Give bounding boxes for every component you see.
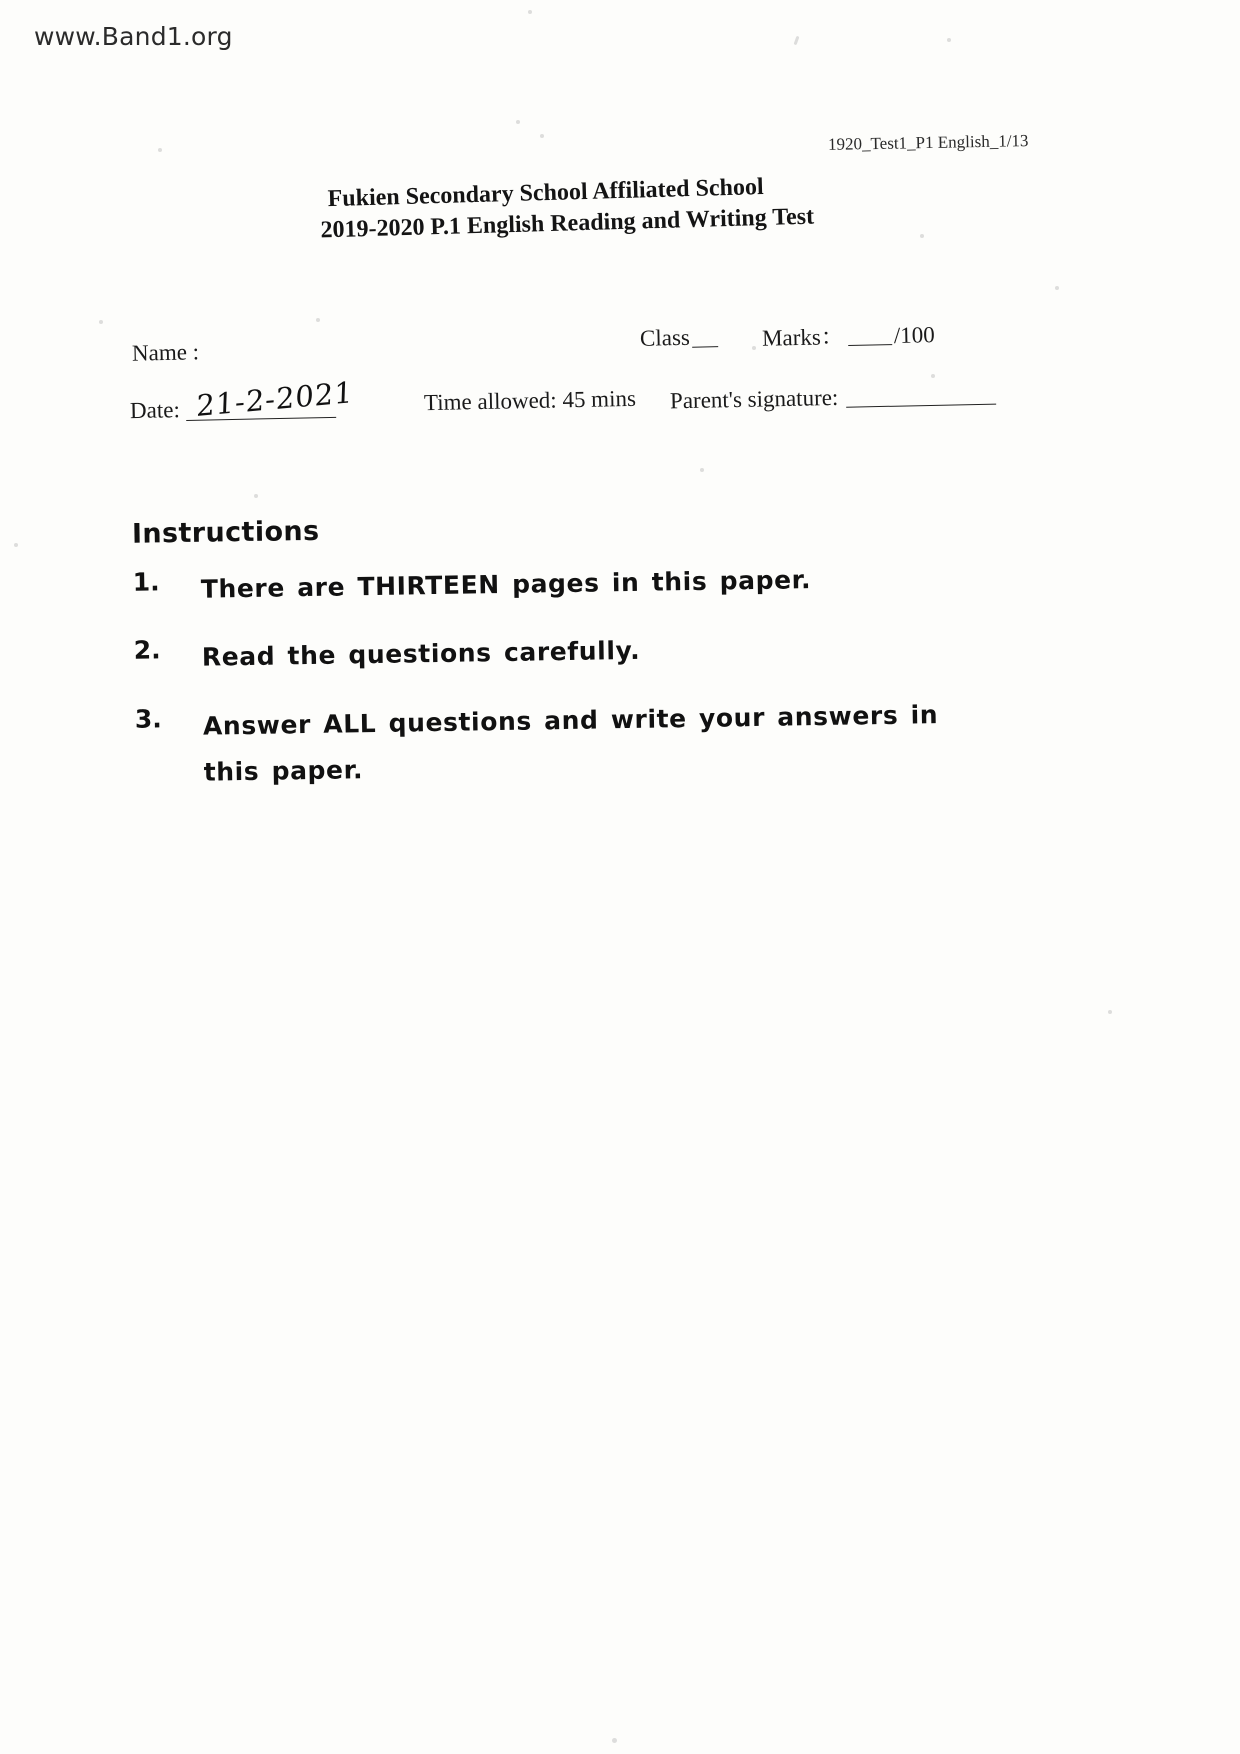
scan-speck — [931, 374, 935, 378]
scan-speck — [516, 120, 520, 124]
scan-speck — [14, 543, 18, 547]
instructions-heading: Instructions — [131, 515, 320, 550]
scan-speck — [1108, 1010, 1112, 1014]
marks-total: /100 — [893, 322, 935, 349]
instruction-text: Read the questions carefully. — [201, 636, 641, 672]
page-code-label: 1920_Test1_P1 English_1/13 — [827, 131, 1029, 154]
instructions-list — [132, 554, 995, 796]
scan-speck — [1055, 286, 1059, 290]
instruction-number: 3. — [134, 703, 162, 734]
time-allowed-label: Time allowed: 45 mins — [423, 385, 637, 416]
list-item — [134, 622, 995, 682]
list-item — [135, 691, 996, 797]
instruction-text: There are THIRTEEN pages in this paper. — [200, 565, 812, 604]
parent-signature-label: Parent's signature: — [669, 384, 839, 414]
class-label: Class — [639, 324, 691, 351]
parent-signature-blank-line[interactable] — [846, 404, 996, 408]
scan-speck — [752, 346, 756, 350]
class-field[interactable] — [640, 324, 718, 352]
scan-speck — [528, 10, 532, 14]
date-label: Date: — [129, 397, 181, 424]
list-item — [132, 554, 993, 614]
parent-signature-field[interactable] — [670, 382, 997, 415]
instruction-text: Answer ALL questions and write your answers in this paper. — [202, 699, 939, 787]
scan-speck — [540, 134, 544, 138]
marks-field[interactable] — [762, 316, 935, 353]
instruction-number: 1. — [132, 567, 160, 597]
class-blank-line[interactable] — [692, 346, 718, 348]
site-watermark: www.Band1.org — [34, 22, 233, 51]
scan-speck — [254, 494, 258, 498]
document-title — [319, 170, 920, 245]
school-name: Fukien Secondary School Affiliated School — [327, 173, 764, 213]
scan-speck — [612, 1738, 617, 1743]
marks-blank-line[interactable] — [848, 344, 892, 346]
paper-title: 2019-2020 P.1 English Reading and Writing Test — [320, 203, 815, 244]
date-handwritten-value: 21-2-2021 — [195, 375, 355, 423]
scan-speck — [158, 148, 162, 152]
instruction-number: 2. — [133, 635, 161, 666]
scan-speck — [700, 468, 704, 472]
name-label: Name : — [131, 339, 200, 366]
name-field[interactable] — [132, 339, 200, 366]
instructions-section — [132, 505, 997, 818]
scan-speck — [947, 38, 951, 42]
scan-speck — [99, 320, 103, 324]
marks-label: Marks： — [761, 324, 845, 351]
scan-speck — [794, 36, 800, 45]
scan-speck — [920, 234, 924, 238]
scan-speck — [316, 318, 320, 322]
